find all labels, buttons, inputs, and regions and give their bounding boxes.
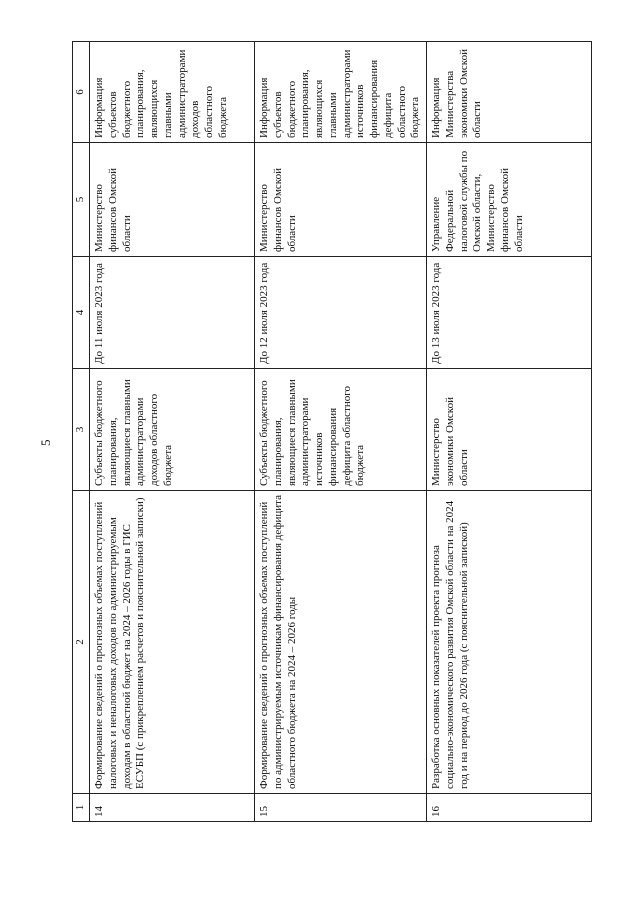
page-number: 5 [38, 439, 53, 446]
row-number: 15 [255, 794, 427, 822]
deadline-cell: До 11 июля 2023 года [90, 257, 255, 369]
row-number: 16 [427, 794, 592, 822]
recipient-cell: Министерство финансов Омской области [255, 143, 427, 257]
column-header: 2 [73, 491, 90, 794]
responsible-cell: Субъекты бюджетного планирования, являющиеся главными администраторами доходов областного бюджета [90, 369, 255, 491]
deadline-cell: До 12 июля 2023 года [255, 257, 427, 369]
recipient-cell: Управление Федеральной налоговой службы по Омской области, Министерство финансов Омской области [427, 143, 592, 257]
plan-table [72, 41, 592, 822]
header-row [73, 42, 90, 822]
result-cell: Информация субъектов бюджетного планирования, являющихся главными администраторами доходов областного бюджета [90, 42, 255, 143]
action-cell: Разработка основных показателей проекта прогноза социально-экономического развития Омской области на 2024 год и на период до 2026 года (с пояснительной запиской) [427, 491, 592, 794]
deadline-cell: До 13 июля 2023 года [427, 257, 592, 369]
recipient-cell: Министерство финансов Омской области [90, 143, 255, 257]
table-row [427, 42, 592, 822]
table-row [255, 42, 427, 822]
column-header: 3 [73, 369, 90, 491]
result-cell: Информация субъектов бюджетного планирования, являющихся главными администраторами источников финансирования дефицита областного бюджета [255, 42, 427, 143]
responsible-cell: Министерство экономики Омской области [427, 369, 592, 491]
responsible-cell: Субъекты бюджетного планирования, являющиеся главными администраторами источников финансирования дефицита областного бюджета [255, 369, 427, 491]
column-header: 5 [73, 143, 90, 257]
table-row [90, 42, 255, 822]
column-header: 1 [73, 794, 90, 822]
action-cell: Формирование сведений о прогнозных объемах поступлений налоговых и неналоговых доходов по администрируемым доходам в областной бюджет на 2024 – 2026 годы в ГИС ЕСУБП (с прикреплением расчетов и пояснительной записки) [90, 491, 255, 794]
column-header: 4 [73, 257, 90, 369]
action-cell: Формирование сведений о прогнозных объемах поступлений по администрируемым источникам финансирования дефицита областного бюджета на 2024 – 2026 годы [255, 491, 427, 794]
plan-table-wrapper [72, 42, 592, 822]
result-cell: Информация Министерства экономики Омской области [427, 42, 592, 143]
row-number: 14 [90, 794, 255, 822]
column-header: 6 [73, 42, 90, 143]
